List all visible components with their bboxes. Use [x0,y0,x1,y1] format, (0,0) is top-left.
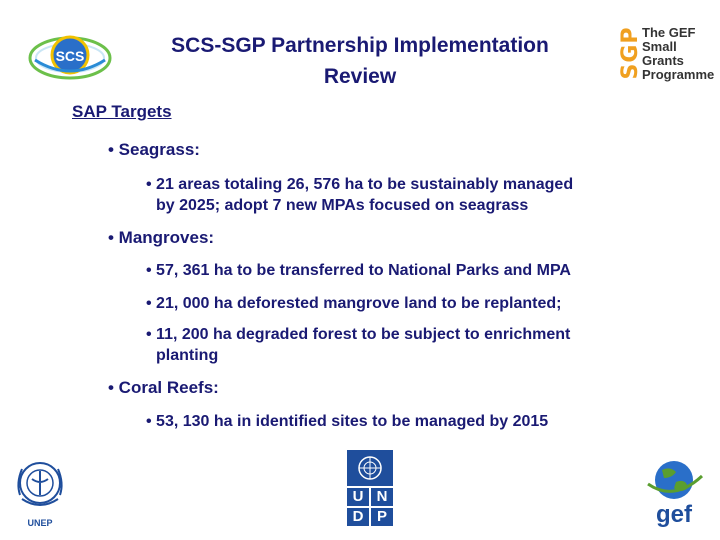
undp-letter-p: P [371,508,393,526]
mangroves-item-3 [146,324,570,366]
mangroves-item-1-line1: • 57, 361 ha to be transferred to National Parks and MPA [146,262,571,279]
mangroves-item-2 [146,293,562,314]
coral-reefs-heading: • Coral Reefs: [108,378,219,397]
undp-letter-n: N [371,488,393,506]
mangroves-item-3-line1: • 11, 200 ha degraded forest to be subject to enrichment [146,326,571,343]
sgp-line-3: Programme [642,67,715,82]
title-line-1: SCS-SGP Partnership Implementation [171,34,549,57]
page-title [130,30,590,92]
mangroves-item-2-line1: • 21, 000 ha deforested mangrove land to be replanted; [146,295,562,312]
unep-logo [12,455,68,527]
sgp-logo [612,22,715,88]
gef-logo-text: gef [656,501,692,528]
unep-logo-text: UNEP [27,518,53,528]
seagrass-item-1-line2: by 2025; adopt 7 new MPAs focused on seagrass [156,197,529,214]
mangroves-item-1 [146,260,571,281]
undp-letter-u: U [347,488,369,506]
sgp-mark: SGP [618,26,643,80]
seagrass-heading: • Seagrass: [108,140,200,159]
title-line-2: Review [323,65,397,88]
section-title: SAP Targets [72,102,172,121]
seagrass-item-1-line1: • 21 areas totaling 26, 576 ha to be sustainably managed [146,176,574,193]
sgp-line-1: The GEF [642,25,696,40]
undp-logo [347,450,393,526]
seagrass-item-1 [146,174,573,216]
coral-reefs-item-1 [146,411,548,432]
scs-logo [25,22,115,92]
scs-logo-text: SCS [55,48,85,64]
un-emblem-icon [347,450,393,486]
gef-logo [640,458,708,528]
mangroves-item-3-line2: planting [156,347,219,364]
mangroves-heading: • Mangroves: [108,228,215,247]
coral-reefs-item-1-line1: • 53, 130 ha in identified sites to be managed by 2015 [146,413,549,430]
undp-letter-d: D [347,508,369,526]
sgp-line-2: Small Grants [642,39,684,68]
